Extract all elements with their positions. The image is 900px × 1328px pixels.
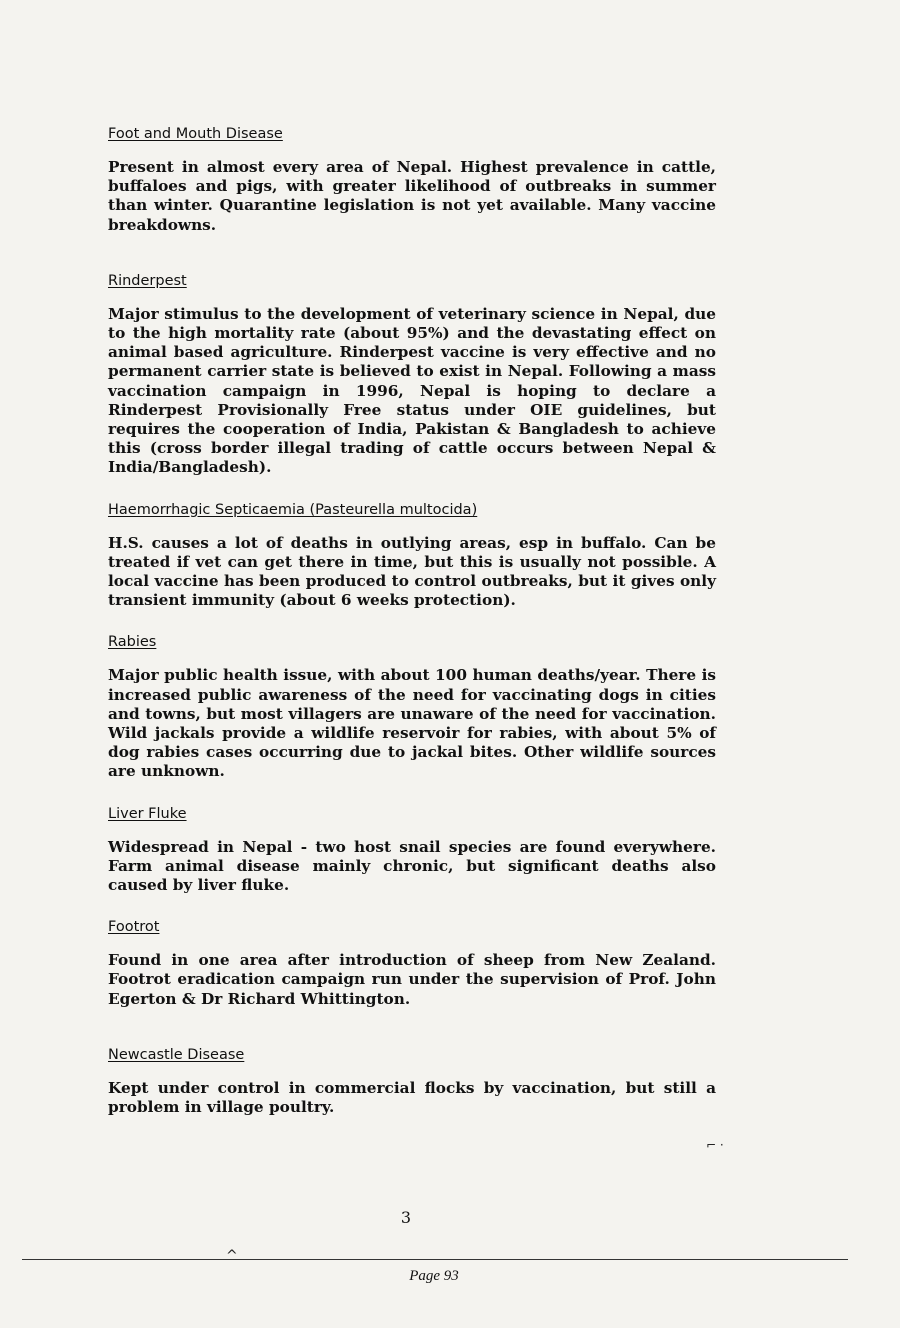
section-paragraph: Major stimulus to the development of veterinary science in Nepal, due to the high mortality rate (about 95%) and the devastating effect on animal based agriculture. Rinderpest vaccine is very effective and no permanent carrier state is believed to exist in Nepal. Following a mass vaccination campaign in 1996, Nepal is hoping to declare a Rinderpest Provisionally Free status under OIE guidelines, but requires the cooperation of India, Pakistan & Bangladesh to achieve this (cross border illegal trading of cattle occurs between Nepal & India/Bangladesh).	[108, 304, 716, 477]
section-paragraph: Kept under control in commercial flocks by vaccination, but still a problem in village poultry.	[108, 1078, 716, 1117]
section-paragraph: Present in almost every area of Nepal. Highest prevalence in cattle, buffaloes and pigs, with greater likelihood of outbreaks in summer than winter. Quarantine legislation is not yet available. Many vaccine breakdowns.	[108, 158, 716, 234]
section-heading: Rabies	[108, 634, 157, 651]
section-foot-and-mouth	[108, 124, 716, 235]
section-heading: Liver Fluke	[108, 805, 187, 822]
section-haemorrhagic-septicaemia	[108, 500, 716, 611]
section-paragraph: H.S. causes a lot of deaths in outlying areas, esp in buffalo. Can be treated if vet can get there in time, but this is usually not possible. A local vaccine has been produced to control outbreaks, but it gives only transient immunity (about 6 weeks protection).	[108, 533, 716, 610]
footer-divider	[22, 1259, 848, 1260]
page-number: 3	[400, 1208, 412, 1227]
section-paragraph: Found in one area after introduction of sheep from New Zealand. Footrot eradication campaign run under the supervision of Prof. John Egerton & Dr Richard Whittington.	[108, 951, 716, 1008]
caret-mark: ^	[226, 1248, 238, 1264]
stray-mark: ⌐ ·	[706, 1138, 724, 1152]
section-heading: Footrot	[108, 919, 160, 936]
section-paragraph: Widespread in Nepal - two host snail species are found everywhere. Farm animal disease mainly chronic, but significant deaths also caused by liver fluke.	[108, 837, 716, 895]
section-liver-fluke	[108, 804, 716, 896]
document-body	[108, 124, 716, 1139]
section-heading: Newcastle Disease	[108, 1046, 245, 1063]
footer-page-label: Page 93	[409, 1268, 459, 1284]
section-heading: Foot and Mouth Disease	[108, 126, 283, 142]
section-rabies	[108, 632, 716, 781]
section-rinderpest	[108, 271, 716, 478]
section-newcastle-disease	[108, 1045, 716, 1117]
section-paragraph: Major public health issue, with about 100 human deaths/year. There is increased public awareness of the need for vaccinating dogs in cities and towns, but most villagers are unaware of the need for vaccination. Wild jackals provide a wildlife reservoir for rabies, with about 5% of dog rabies cases occurring due to jackal bites. Other wildlife sources are unknown.	[108, 666, 716, 781]
section-footrot	[108, 917, 716, 1009]
section-heading: Rinderpest	[108, 272, 187, 289]
section-heading: Haemorrhagic Septicaemia (Pasteurella multocida)	[108, 501, 478, 518]
